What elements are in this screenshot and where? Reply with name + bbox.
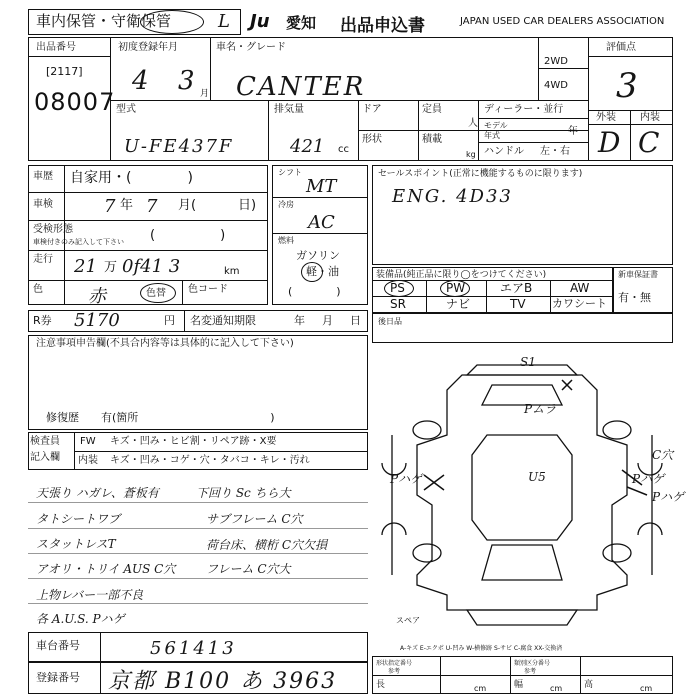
- width-label: 幅: [514, 680, 524, 690]
- equip-airbag: エアB: [500, 281, 533, 295]
- hw-note-right: フレーム C穴大: [206, 562, 291, 576]
- hw-note-right: 下回り Sc ちら大: [196, 486, 291, 500]
- length-unit: cm: [474, 684, 487, 693]
- load-unit: kg: [466, 150, 476, 159]
- class-number-label: 類別区分番号: [514, 660, 551, 667]
- association-name: JAPAN USED CAR DEALERS ASSOCIATION: [460, 16, 665, 27]
- registration-value: 京都 B100 あ 3963: [108, 669, 338, 694]
- name-change-label: 名変通知期限: [190, 314, 256, 327]
- inspector-label-1: 検査員: [30, 436, 60, 447]
- mileage-man-unit: 万: [104, 260, 118, 275]
- receipt-paren: ( ): [150, 228, 226, 243]
- lot-label: 出品番号: [36, 42, 76, 53]
- vehicle-diagram: [372, 345, 673, 655]
- mileage-value: 0f41 3: [122, 256, 181, 277]
- inspector-fw-items: キズ・凹み・ヒビ割・リペア跡・X要: [110, 436, 277, 447]
- length-label: 長: [376, 680, 386, 690]
- sales-label: セールスポイント(正常に機能するものに限ります): [378, 169, 583, 179]
- equip-sr: SR: [390, 297, 406, 311]
- exterior-score: D: [598, 126, 621, 159]
- warranty-label: 新車保証書: [618, 270, 658, 279]
- grade-value: 3: [616, 66, 638, 106]
- diag-label-u5: U5: [528, 470, 546, 484]
- hw-note: タトシートワブ: [36, 512, 121, 526]
- hw-note: 天張り ハガレ、蒼板有: [36, 486, 159, 500]
- height-unit: cm: [640, 684, 653, 693]
- mileage-man: 21: [74, 256, 97, 277]
- brand-region: 愛知: [286, 14, 317, 32]
- load-label: 積載: [422, 134, 442, 145]
- hw-note: 各 A.U.S. Pハゲ: [36, 612, 125, 626]
- diag-label-phage-mid: Pハゲ: [632, 472, 665, 486]
- hw-note: アオリ・トリイ AUS C穴: [36, 562, 176, 576]
- ac-value: AC: [308, 212, 335, 233]
- fuel-label: 燃料: [278, 236, 294, 245]
- equip-tv: TV: [510, 297, 526, 311]
- name-change-year: 年: [294, 314, 305, 327]
- doors-label: ドア: [362, 104, 382, 115]
- color-value: 赤: [88, 286, 106, 307]
- equip-pw-circle: [440, 280, 470, 297]
- grade-label: 評価点: [606, 42, 636, 53]
- equip-navi: ナビ: [446, 297, 471, 311]
- shift-label: シフト: [278, 168, 302, 177]
- exterior-label: 外装: [596, 112, 616, 123]
- first-reg-label: 初度登録年月: [118, 42, 178, 53]
- color-code-label: 色コード: [188, 284, 228, 295]
- fuel-light-circle: [301, 262, 323, 282]
- inspector-in-items: キズ・凹み・コゲ・穴・タバコ・キレ・汚れ: [110, 455, 310, 466]
- hw-note: スタットレスT: [36, 537, 116, 551]
- equip-ps-circle: [384, 280, 414, 297]
- spec-ref-label: 参考: [388, 668, 401, 675]
- shape-label: 形状: [362, 134, 382, 145]
- fuel-paren: ( ): [288, 285, 341, 298]
- inspection-label: 車検: [33, 199, 53, 210]
- lot-number: 08007: [34, 88, 116, 116]
- after-install-label: 後日品: [378, 317, 402, 326]
- model-label: 型式: [116, 104, 136, 115]
- equip-leather: カワシート: [552, 297, 607, 310]
- equip-aw: AW: [570, 281, 590, 295]
- receipt-label: 受検形態: [33, 224, 73, 235]
- displacement-label: 排気量: [274, 104, 304, 115]
- chassis-label: 車台番号: [36, 639, 80, 652]
- displacement-value: 421: [290, 136, 325, 157]
- chassis-value: 561413: [150, 638, 237, 659]
- diag-label-s1: S1: [520, 355, 536, 369]
- after-install-frame: [372, 313, 673, 343]
- equip-pw: PW: [446, 281, 466, 295]
- hw-note-right: 荷台床、横桁 C穴欠損: [206, 538, 327, 552]
- brand-logo: Ju: [250, 11, 270, 32]
- equip-ps: PS: [390, 281, 405, 295]
- class-ref-label: 参考: [524, 668, 537, 675]
- first-reg-month: 3: [178, 66, 195, 96]
- registration-label: 登録番号: [36, 671, 80, 684]
- inspection-year-unit: 年: [120, 198, 134, 213]
- diag-label-c-hole: C穴: [652, 448, 674, 462]
- name-change-day: 日: [350, 314, 361, 327]
- ac-label: 冷房: [278, 200, 294, 209]
- interior-score: C: [638, 126, 660, 159]
- inspection-day-unit: 日): [238, 198, 257, 213]
- first-reg-month-unit: 月: [200, 89, 210, 99]
- handle-options: 左・右: [540, 146, 570, 157]
- spec-number-label: 形状指定番号: [376, 660, 413, 667]
- diag-label-phage-right: Pハゲ: [652, 490, 685, 504]
- history-value: 自家用・( ): [70, 170, 193, 186]
- hw-note: 上物レバー一部不良: [36, 588, 144, 602]
- diag-label-phage-left: Pハゲ: [390, 472, 423, 486]
- receipt-note: 車検付きのみ記入して下さい: [33, 238, 124, 246]
- first-reg-year: 4: [132, 66, 149, 96]
- height-label: 高: [584, 680, 594, 690]
- hw-note-right: サブフレーム C穴: [206, 512, 303, 526]
- capacity-label: 定員: [422, 104, 442, 115]
- fuel-types: 軽・油: [306, 265, 339, 278]
- sales-frame: [372, 165, 673, 265]
- color-change-label: 色替: [146, 288, 166, 299]
- handle-label: ハンドル: [484, 146, 524, 157]
- recycle-label: R券: [33, 314, 52, 327]
- dealer-label: ディーラー・並行: [484, 104, 564, 115]
- notes-label: 注意事項申告欄(不具合内容等は具体的に記入して下さい): [36, 338, 294, 349]
- name-change-month: 月: [322, 314, 333, 327]
- inspection-year: 7: [104, 196, 116, 217]
- diag-label-spare: スペア: [396, 616, 420, 625]
- inspector-in-label: 内装: [78, 455, 98, 466]
- displacement-unit: cc: [338, 144, 349, 155]
- drive-4wd: 4WD: [544, 80, 568, 91]
- storage-circle-mark: [140, 10, 204, 34]
- inspection-month: 7: [146, 196, 158, 217]
- recycle-unit: 円: [164, 314, 175, 327]
- model-value: U-FE437F: [124, 136, 234, 157]
- repair-history: 修復歴 有(箇所 ): [46, 411, 275, 424]
- storage-label: 車内保管・守衛保管: [36, 12, 172, 30]
- width-unit: cm: [550, 684, 563, 693]
- equipment-label: 装備品(純正品に限り◯をつけてください): [376, 270, 547, 280]
- dealer-model-year-label: モデル年式: [484, 121, 508, 140]
- drive-2wd: 2WD: [544, 56, 568, 67]
- mileage-unit: km: [224, 266, 240, 277]
- history-label: 車歴: [33, 171, 53, 182]
- recycle-value: 5170: [74, 310, 120, 331]
- car-name-label: 車名・グレード: [216, 42, 286, 53]
- mileage-label: 走行: [33, 254, 53, 265]
- inspection-month-unit: 月(: [178, 198, 197, 213]
- inspector-label-2: 記入欄: [30, 452, 60, 463]
- color-label: 色: [33, 284, 43, 295]
- dealer-year-unit: 年: [568, 126, 578, 137]
- shift-value: MT: [306, 176, 337, 197]
- capacity-unit: 人: [468, 118, 478, 129]
- lot-bracket: [2117]: [46, 65, 83, 78]
- fuel-gasoline: ガソリン: [296, 249, 340, 262]
- diag-label-pmura: Pムラ: [524, 402, 557, 416]
- interior-label: 内装: [640, 112, 660, 123]
- car-name-value: CANTER: [236, 72, 366, 102]
- diag-legend: A-キズ E-エクボ U-凹み W-横修跡 S-サビ C-腐食 XX-交換済: [400, 645, 563, 652]
- sales-value: ENG. 4D33: [392, 186, 513, 207]
- inspector-fw-label: FW: [80, 436, 96, 447]
- color-change-circle: [140, 283, 176, 303]
- storage-mark: L: [218, 11, 230, 32]
- warranty-value: 有・無: [618, 291, 651, 304]
- form-title: 出品申込書: [340, 16, 425, 36]
